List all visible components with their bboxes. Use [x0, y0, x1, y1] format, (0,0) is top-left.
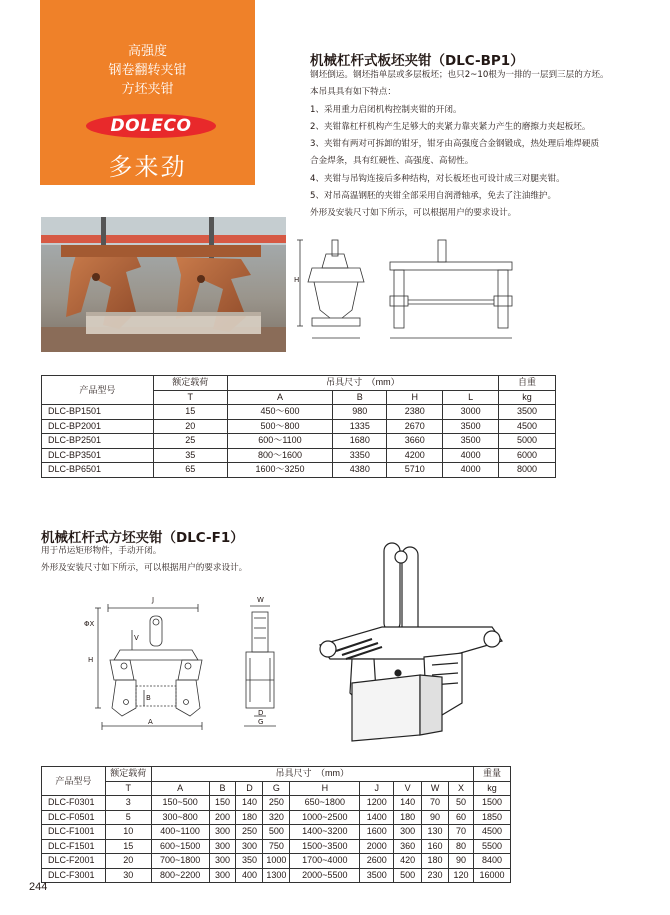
f1-label-d: D: [258, 709, 264, 717]
table-cell: 20: [105, 854, 151, 869]
table-row: [42, 796, 511, 811]
model-cell: DLC-F0501: [42, 810, 106, 825]
table-cell: 180: [236, 810, 263, 825]
table-cell: 4000: [443, 448, 499, 463]
table-row: [42, 868, 511, 883]
table-cell: 90: [449, 854, 474, 869]
table-cell: 800～1600: [227, 448, 333, 463]
table-row: [42, 839, 511, 854]
model-cell: DLC-BP1501: [42, 405, 154, 420]
table-cell: 150~500: [151, 796, 209, 811]
table-cell: 3: [105, 796, 151, 811]
brand-name-cn: 多来劲: [108, 153, 187, 181]
f1-sub-header: T: [105, 781, 151, 796]
table-cell: 140: [394, 796, 422, 811]
bp1-technical-drawing: [290, 220, 520, 350]
table-cell: 500～800: [227, 419, 333, 434]
bp1-description: 钢坯倒运。钢坯指单层或多层板坯；也只2~10根为一排的一层到三层的方坯。 本吊具具有如下特点： 1、采用重力启闭机构控制夹钳的开闭。 2、夹钳靠杠杆机构产生足够大的夹紧力靠夹紧力产生的磨擦力夹起板坯。 3、夹钳有两对可拆卸的钳牙，钳牙由高强度合金钢锻成，热处理后堆焊硬质 合金焊条，具有红硬性、高强度、高韧性。 4、夹钳与吊钩连接后多种结构，对长板坯也可设计成三对腿夹钳。 5、对吊高温钢胚的夹钳全部采用自润滑轴承，免去了注油维护。 外形及安装尺寸如下所示，可以根据用户的要求设计。: [310, 70, 609, 219]
table-cell: 180: [422, 854, 449, 869]
table-cell: 5500: [473, 839, 510, 854]
table-cell: 50: [449, 796, 474, 811]
table-cell: 20: [153, 419, 227, 434]
table-cell: 1300: [263, 868, 290, 883]
table-row: [42, 854, 511, 869]
bp1-header-weight: 自重: [499, 376, 556, 391]
table-cell: 500: [263, 825, 290, 840]
f1-sub-header: W: [422, 781, 449, 796]
bp1-title: 机械杠杆式板坯夹钳（DLC-BP1）: [310, 53, 524, 69]
table-row: [42, 434, 556, 449]
table-cell: 250: [236, 825, 263, 840]
table-cell: 250: [263, 796, 290, 811]
table-cell: 1680: [333, 434, 387, 449]
table-cell: 2670: [387, 419, 443, 434]
table-cell: 1600: [360, 825, 394, 840]
table-cell: 90: [422, 810, 449, 825]
table-cell: 30: [105, 868, 151, 883]
table-cell: 4000: [443, 463, 499, 478]
table-cell: 1850: [473, 810, 510, 825]
model-cell: DLC-F0301: [42, 796, 106, 811]
bp1-sub-header: T: [153, 390, 227, 405]
table-row: [42, 463, 556, 478]
table-cell: 3500: [443, 419, 499, 434]
table-cell: 5000: [499, 434, 556, 449]
f1-header-model: 产品型号: [42, 767, 106, 796]
table-cell: 1200: [360, 796, 394, 811]
table-cell: 15: [105, 839, 151, 854]
table-cell: 420: [394, 854, 422, 869]
table-cell: 450～600: [227, 405, 333, 420]
table-cell: 3500: [443, 434, 499, 449]
table-cell: 300: [209, 839, 236, 854]
bp1-sub-header: kg: [499, 390, 556, 405]
table-cell: 160: [422, 839, 449, 854]
table-cell: 180: [394, 810, 422, 825]
table-row: [42, 810, 511, 825]
table-cell: 4500: [499, 419, 556, 434]
table-cell: 3660: [387, 434, 443, 449]
banner-tagline-2: 钢卷翻转夹钳: [108, 63, 187, 78]
banner-tagline-3: 方坯夹钳: [121, 82, 174, 97]
f1-side-drawing: [236, 598, 286, 738]
table-cell: 750: [263, 839, 290, 854]
table-row: [42, 405, 556, 420]
model-cell: DLC-BP3501: [42, 448, 154, 463]
model-cell: DLC-BP6501: [42, 463, 154, 478]
table-cell: 1500: [473, 796, 510, 811]
bp1-sub-header: H: [387, 390, 443, 405]
f1-sub-header: kg: [473, 781, 510, 796]
bp1-sub-header: B: [333, 390, 387, 405]
table-cell: 1000: [263, 854, 290, 869]
table-cell: 35: [153, 448, 227, 463]
bp1-product-photo: [41, 217, 286, 352]
f1-sub-header: H: [290, 781, 360, 796]
f1-sub-header: X: [449, 781, 474, 796]
bp1-header-dims: 吊具尺寸 （mm）: [227, 376, 498, 391]
f1-front-drawing: [80, 598, 230, 738]
table-cell: 400: [236, 868, 263, 883]
f1-header-load: 额定载荷: [105, 767, 151, 782]
table-cell: 1500~3500: [290, 839, 360, 854]
table-cell: 500: [394, 868, 422, 883]
bp1-sub-header: L: [443, 390, 499, 405]
table-cell: 8000: [499, 463, 556, 478]
table-cell: 200: [209, 810, 236, 825]
table-cell: 300: [209, 868, 236, 883]
f1-label-j: J: [152, 596, 155, 604]
table-cell: 300: [209, 854, 236, 869]
table-cell: 5: [105, 810, 151, 825]
model-cell: DLC-BP2001: [42, 419, 154, 434]
f1-title: 机械杠杆式方坯夹钳（DLC-F1）: [41, 530, 244, 546]
table-cell: 1600～3250: [227, 463, 333, 478]
table-cell: 140: [236, 796, 263, 811]
table-cell: 650~1800: [290, 796, 360, 811]
table-cell: 60: [449, 810, 474, 825]
table-cell: 6000: [499, 448, 556, 463]
banner-tagline-1: 高强度: [127, 44, 167, 59]
model-cell: DLC-F1501: [42, 839, 106, 854]
table-cell: 5710: [387, 463, 443, 478]
f1-3d-illustration: [312, 535, 512, 745]
bp1-sub-header: A: [227, 390, 333, 405]
table-cell: 700~1800: [151, 854, 209, 869]
table-cell: 350: [236, 854, 263, 869]
table-cell: 1400~3200: [290, 825, 360, 840]
table-cell: 300: [236, 839, 263, 854]
table-cell: 4500: [473, 825, 510, 840]
table-cell: 980: [333, 405, 387, 420]
table-cell: 16000: [473, 868, 510, 883]
table-cell: 3500: [499, 405, 556, 420]
model-cell: DLC-BP2501: [42, 434, 154, 449]
doleco-logo: DOLECO: [86, 114, 216, 138]
table-cell: 2000~5500: [290, 868, 360, 883]
model-cell: DLC-F2001: [42, 854, 106, 869]
f1-header-dims: 吊具尺寸 （mm）: [151, 767, 473, 782]
bp1-header-model: 产品型号: [42, 376, 154, 405]
f1-label-w: W: [257, 596, 264, 604]
table-cell: 8400: [473, 854, 510, 869]
table-row: [42, 448, 556, 463]
table-cell: 600~1500: [151, 839, 209, 854]
f1-label-h: H: [88, 656, 94, 664]
table-cell: 300: [394, 825, 422, 840]
table-cell: 1700~4000: [290, 854, 360, 869]
table-cell: 130: [422, 825, 449, 840]
table-cell: 1400: [360, 810, 394, 825]
table-cell: 360: [394, 839, 422, 854]
table-cell: 2000: [360, 839, 394, 854]
table-row: [42, 419, 556, 434]
model-cell: DLC-F1001: [42, 825, 106, 840]
table-cell: 15: [153, 405, 227, 420]
f1-sub-header: V: [394, 781, 422, 796]
bp1-drawing-label-h: H: [294, 276, 300, 284]
table-cell: 320: [263, 810, 290, 825]
table-cell: 70: [422, 796, 449, 811]
table-cell: 4200: [387, 448, 443, 463]
table-cell: 230: [422, 868, 449, 883]
f1-header-weight: 重量: [473, 767, 510, 782]
f1-sub-header: D: [236, 781, 263, 796]
f1-label-b: B: [146, 694, 151, 702]
table-cell: 600～1100: [227, 434, 333, 449]
f1-label-v: V: [134, 634, 139, 642]
table-cell: 25: [153, 434, 227, 449]
table-cell: 2600: [360, 854, 394, 869]
page-number: 244: [29, 881, 48, 893]
f1-label-a: A: [148, 718, 153, 726]
bp1-spec-table: [41, 375, 556, 478]
table-cell: 3350: [333, 448, 387, 463]
table-cell: 3500: [360, 868, 394, 883]
table-cell: 150: [209, 796, 236, 811]
table-cell: 3000: [443, 405, 499, 420]
brand-banner: [40, 0, 255, 185]
table-cell: 2380: [387, 405, 443, 420]
table-cell: 65: [153, 463, 227, 478]
table-cell: 400~1100: [151, 825, 209, 840]
f1-label-g: G: [258, 718, 264, 726]
f1-sub-header: J: [360, 781, 394, 796]
table-cell: 300: [209, 825, 236, 840]
table-row: [42, 825, 511, 840]
table-cell: 4380: [333, 463, 387, 478]
f1-sub-header: G: [263, 781, 290, 796]
table-cell: 10: [105, 825, 151, 840]
f1-sub-header: A: [151, 781, 209, 796]
table-cell: 70: [449, 825, 474, 840]
f1-label-x: ΦX: [84, 620, 95, 628]
model-cell: DLC-F3001: [42, 868, 106, 883]
f1-spec-table: [41, 766, 511, 883]
table-cell: 120: [449, 868, 474, 883]
table-cell: 300~800: [151, 810, 209, 825]
table-cell: 1000~2500: [290, 810, 360, 825]
table-cell: 800~2200: [151, 868, 209, 883]
table-cell: 1335: [333, 419, 387, 434]
f1-description: 用于吊运矩形物件，手动开闭。 外形及安装尺寸如下所示，可以根据用户的要求设计。: [41, 546, 248, 574]
bp1-header-load: 额定载荷: [153, 376, 227, 391]
f1-sub-header: B: [209, 781, 236, 796]
table-cell: 80: [449, 839, 474, 854]
